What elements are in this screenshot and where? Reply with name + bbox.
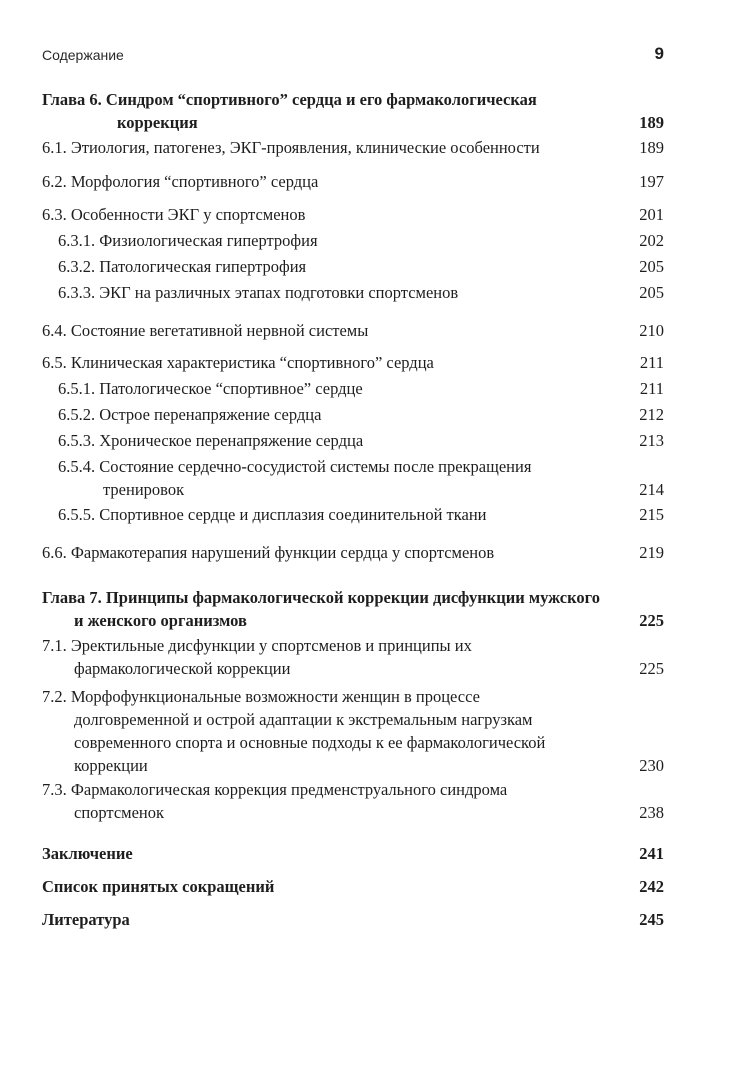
toc-entry-page: 242 xyxy=(639,877,664,896)
toc-entry-page: 213 xyxy=(639,431,664,450)
toc-entry-title: 7.3. Фармакологическая коррекция предменструального синдрома xyxy=(42,780,508,799)
toc-entry-title: 6.5. Клиническая характеристика “спортивного” сердца xyxy=(42,353,434,372)
toc-entry-title: 6.3.1. Физиологическая гипертрофия xyxy=(58,231,318,250)
toc-entry-page: 214 xyxy=(639,480,664,499)
toc-entry-title: 6.4. Состояние вегетативной нервной системы xyxy=(42,321,369,340)
toc-entry-title: Заключение xyxy=(42,844,133,863)
toc-entry-title: 6.5.3. Хроническое перенапряжение сердца xyxy=(58,431,364,450)
toc-entry-page: 230 xyxy=(639,756,664,775)
toc-entry-page: 225 xyxy=(639,611,664,630)
toc-entry-page: 215 xyxy=(639,505,664,524)
toc-entry-page: 245 xyxy=(639,910,664,929)
toc-entry-title: 6.5.5. Спортивное сердце и дисплазия соединительной ткани xyxy=(58,505,487,524)
toc-entry-title-continued: коррекции xyxy=(74,756,148,775)
toc-entry-title-continued: фармакологической коррекции xyxy=(74,659,291,678)
running-title: Содержание xyxy=(42,47,124,63)
toc-entry-title: 6.6. Фармакотерапия нарушений функции сердца у спортсменов xyxy=(42,543,495,562)
toc-entry-page: 210 xyxy=(639,321,664,340)
toc-entry-title-continued: тренировок xyxy=(103,480,185,499)
toc-entry-title: 6.5.4. Состояние сердечно-сосудистой системы после прекращения xyxy=(58,457,532,476)
toc-entry-title: 6.3.3. ЭКГ на различных этапах подготовки спортсменов xyxy=(58,283,459,302)
toc-entry-page: 189 xyxy=(639,113,664,132)
toc-entry-title: 6.5.2. Острое перенапряжение сердца xyxy=(58,405,322,424)
toc-entry-title: 6.5.1. Патологическое “спортивное” сердце xyxy=(58,379,363,398)
toc-entry-page: 219 xyxy=(639,543,664,562)
toc-entry-title: Глава 7. Принципы фармакологической коррекции дисфункции мужского xyxy=(42,588,600,607)
toc-entry-title: Глава 6. Синдром “спортивного” сердца и его фармакологическая xyxy=(42,90,537,109)
page-number: 9 xyxy=(654,44,664,63)
toc-entry-page: 238 xyxy=(639,803,664,822)
toc-entry-title: 7.1. Эректильные дисфункции у спортсменов и принципы их xyxy=(42,636,472,655)
toc-entry-page: 211 xyxy=(639,353,664,372)
toc-entry-page: 205 xyxy=(639,257,664,276)
toc-entry-title: 6.1. Этиология, патогенез, ЭКГ-проявления, клинические особенности xyxy=(42,138,540,157)
toc-entry-title-continued: современного спорта и основные подходы к ее фармакологической xyxy=(74,733,546,752)
toc-entry-title: Литература xyxy=(42,910,130,929)
toc-entry-page: 225 xyxy=(639,659,664,678)
toc-entry-page: 212 xyxy=(639,405,664,424)
toc-entry-title: 6.3.2. Патологическая гипертрофия xyxy=(58,257,307,276)
toc-entry-page: 205 xyxy=(639,283,664,302)
toc-entry-page: 241 xyxy=(639,844,664,863)
toc-entry-title-continued: долговременной и острой адаптации к экстремальным нагрузкам xyxy=(74,710,533,729)
toc-entry-page: 189 xyxy=(639,138,664,157)
toc-entry-title-continued: спортсменок xyxy=(74,803,165,822)
toc-entry-title-continued: коррекция xyxy=(117,113,198,132)
toc-entry-title: 7.2. Морфофункциональные возможности женщин в процессе xyxy=(42,687,480,706)
toc-entry-title: Список принятых сокращений xyxy=(42,877,275,896)
toc-entry-page: 202 xyxy=(639,231,664,250)
toc-entry-page: 201 xyxy=(639,205,664,224)
toc-entry-page: 197 xyxy=(639,172,664,191)
toc-entry-page: 211 xyxy=(639,379,664,398)
toc-entry-title-continued: и женского организмов xyxy=(74,611,247,630)
toc-entry-title: 6.3. Особенности ЭКГ у спортсменов xyxy=(42,205,306,224)
toc-entry-title: 6.2. Морфология “спортивного” сердца xyxy=(42,172,319,191)
